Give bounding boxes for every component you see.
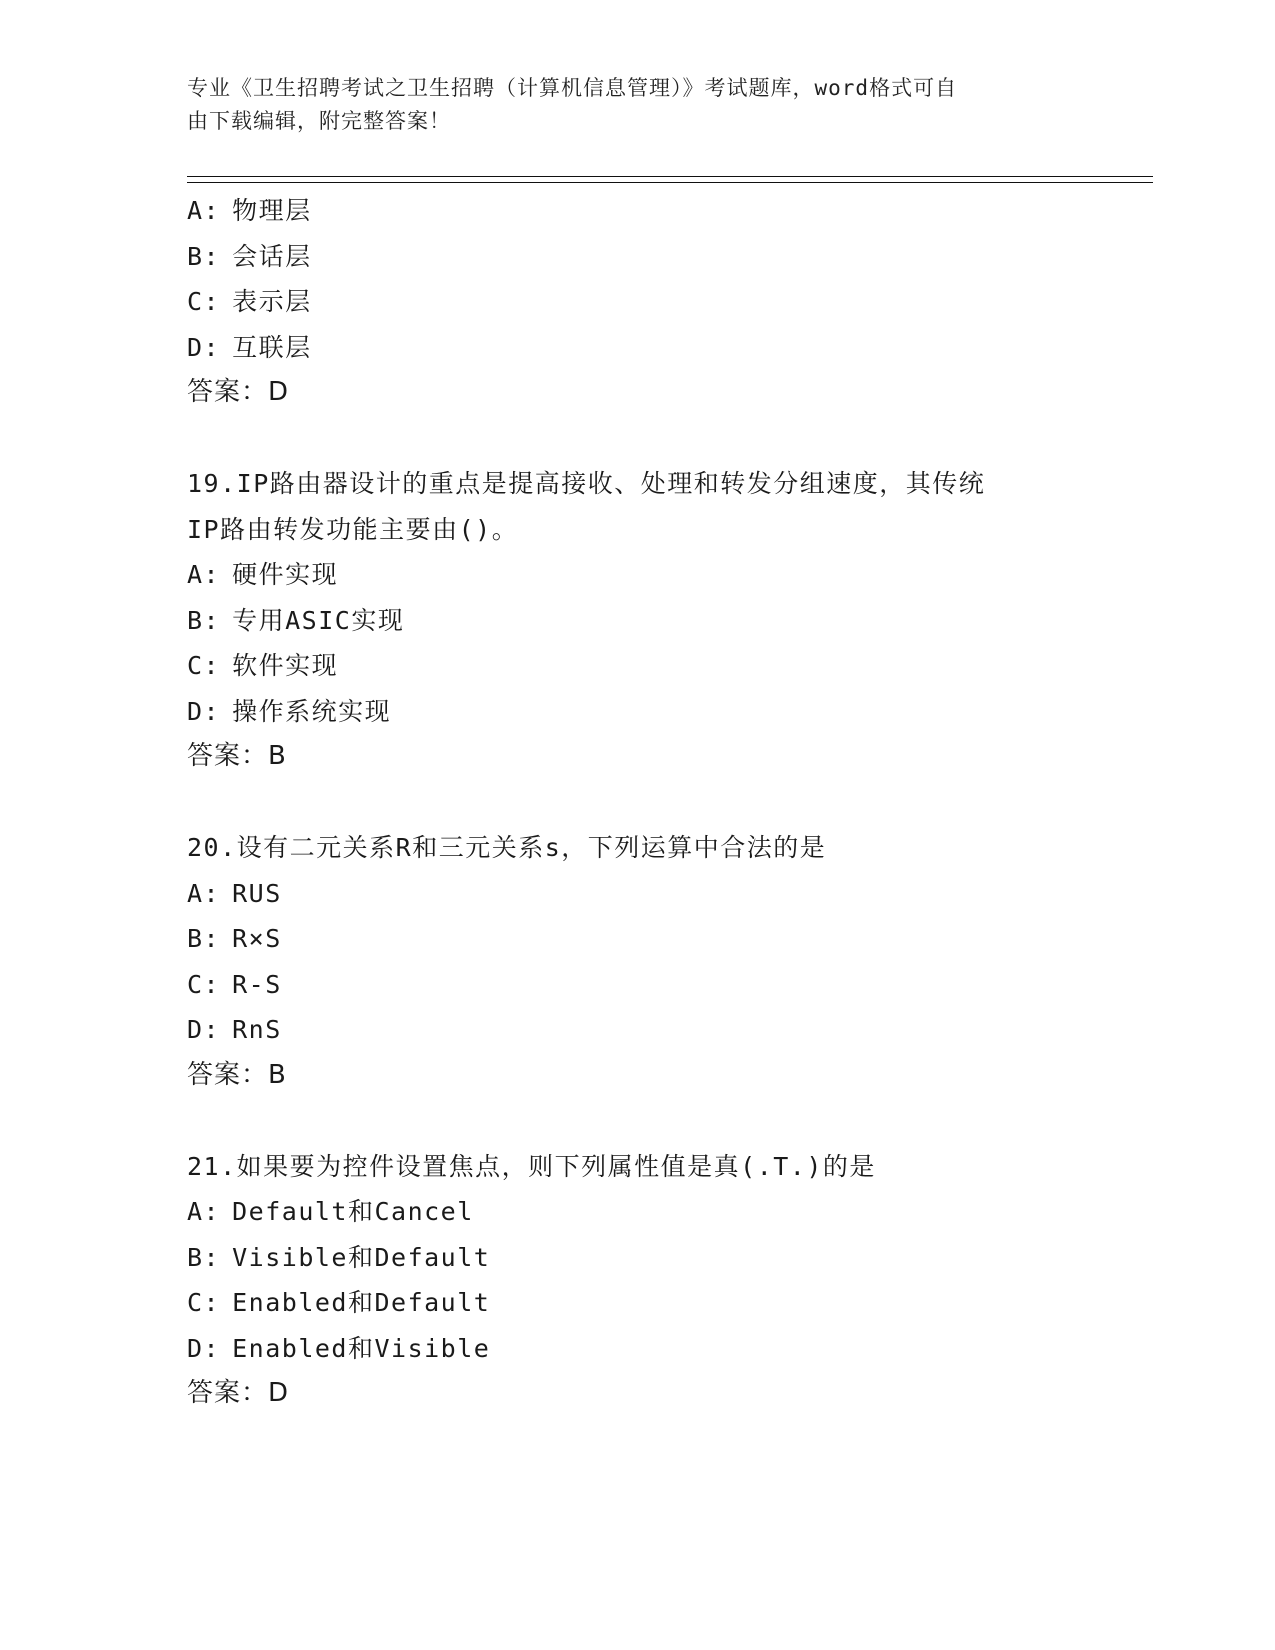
option-c: C: 软件实现 <box>187 651 339 680</box>
option-c: C: 表示层 <box>187 287 312 316</box>
option-a: A: 物理层 <box>187 196 312 225</box>
option-b: B: Visible和Default <box>187 1242 491 1272</box>
option-c: C: R-S <box>187 969 282 999</box>
option-d: D: 操作系统实现 <box>187 696 392 726</box>
option-a: A: Default和Cancel <box>187 1197 474 1226</box>
header-line-2: 由下载编辑，附完整答案！ <box>187 109 451 133</box>
option-b: B: 会话层 <box>187 241 312 271</box>
option-d: D: Enabled和Visible <box>187 1333 491 1363</box>
answer-line: 答案：B <box>187 741 287 771</box>
question-19-block <box>187 461 1087 780</box>
answer-line: 答案：D <box>187 377 290 407</box>
question-stem: 19.IP路由器设计的重点是提高接收、处理和转发分组速度，其传统 <box>187 469 986 498</box>
option-b: B: R×S <box>187 924 282 953</box>
option-a: A: 硬件实现 <box>187 560 339 589</box>
option-d: D: 互联层 <box>187 332 312 362</box>
question-stem: 21.如果要为控件设置焦点，则下列属性值是真(.T.)的是 <box>187 1151 876 1181</box>
question-stem: 20.设有二元关系R和三元关系s，下列运算中合法的是 <box>187 833 827 862</box>
option-b: B: 专用ASIC实现 <box>187 605 405 635</box>
answer-line: 答案：B <box>187 1059 287 1090</box>
question-stem: IP路由转发功能主要由()。 <box>187 514 519 544</box>
option-d: D: RnS <box>187 1015 282 1044</box>
answer-line: 答案：D <box>187 1378 290 1408</box>
option-a: A: RUS <box>187 878 282 908</box>
document-header <box>187 72 1067 138</box>
option-c: C: Enabled和Default <box>187 1288 491 1317</box>
header-divider-bottom <box>187 182 1153 183</box>
question-18-block <box>187 188 1087 416</box>
question-content <box>187 188 1087 1417</box>
header-line-1: 专业《卫生招聘考试之卫生招聘（计算机信息管理）》考试题库，word格式可自 <box>187 76 958 100</box>
question-21-block <box>187 1144 1087 1417</box>
question-20-block <box>187 825 1087 1098</box>
header-divider-top <box>187 176 1153 177</box>
